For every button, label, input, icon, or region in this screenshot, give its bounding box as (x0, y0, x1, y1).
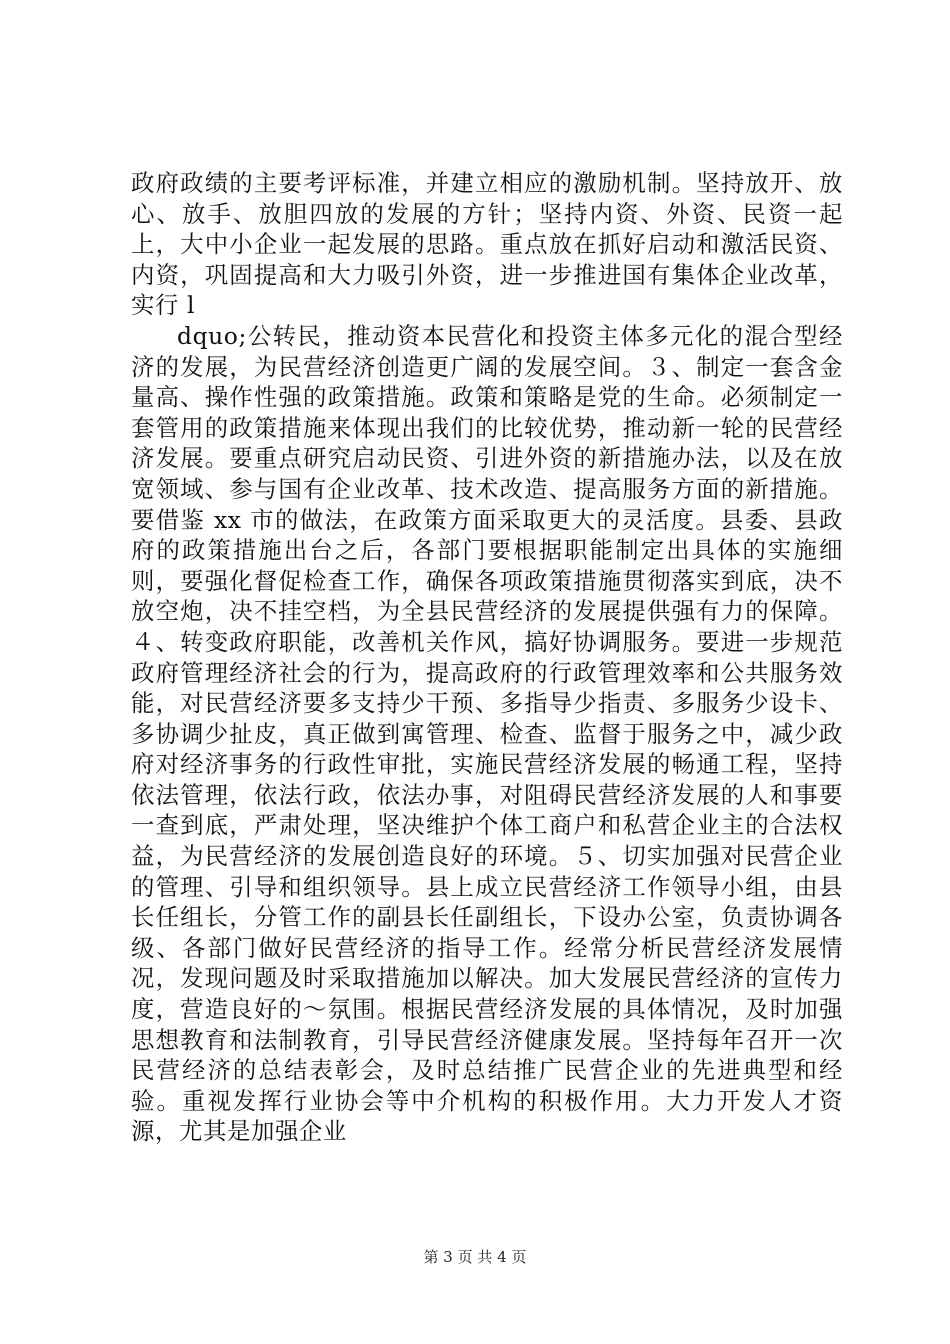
paragraph-2: dquo;公转民，推动资本民营化和投资主体多元化的混合型经济的发展，为民营经济创造更广阔的发展空间。３、制定一套含金量高、操作性强的政策措施。政策和策略是党的生命。必须制定一套管用的政策措施来体现出我们的比较优势，推动新一轮的民营经济发展。要重点研究启动民资、引进外资的新措施办法，以及在放宽领域、参与国有企业改革、技术改造、提高服务方面的新措施。要借鉴 xx 市的做法，在政策方面采取更大的灵活度。县委、县政府的政策措施出台之后，各部门要根据职能制定出具体的实施细则，要强化督促检查工作，确保各项政策措施贯彻落实到底，决不放空炮，决不挂空档，为全县民营经济的发展提供强有力的保障。４、转变政府职能，改善机关作风，搞好协调服务。要进一步规范政府管理经济社会的行为，提高政府的行政管理效率和公共服务效能，对民营经济要多支持少干预、多指导少指责、多服务少设卡、多协调少扯皮，真正做到寓管理、检查、监督于服务之中，减少政府对经济事务的行政性审批，实施民营经济发展的畅通工程，坚持依法管理，依法行政，依法办事，对阻碍民营经济发展的人和事要一查到底，严肃处理，坚决维护个体工商户和私营企业主的合法权益，为民营经济的发展创造良好的环境。５、切实加强对民营企业的管理、引导和组织领导。县上成立民营经济工作领导小组，由县长任组长，分管工作的副县长任副组长，下设办公室，负责协调各级、各部门做好民营经济的指导工作。经常分析民营经济发展情况，发现问题及时采取措施加以解决。加大发展民营经济的宣传力度，营造良好的～氛围。根据民营经济发展的具体情况，及时加强思想教育和法制教育，引导民营经济健康发展。坚持每年召开一次民营经济的总结表彰会，及时总结推广民营企业的先进典型和经验。重视发挥行业协会等中介机构的积极作用。大力开发人才资源，尤其是加强企业 (131, 321, 843, 1146)
page-footer: 第 3 页 共 4 页 (423, 1248, 527, 1266)
paragraph-1: 政府政绩的主要考评标准，并建立相应的激励机制。坚持放开、放心、放手、放胆四放的发展的方针；坚持内资、外资、民资一起上，大中小企业一起发展的思路。重点放在抓好启动和激活民资、内资，巩固提高和大力吸引外资，进一步推进国有集体企业改革，实行 l (131, 169, 843, 320)
document-body (131, 168, 843, 1147)
